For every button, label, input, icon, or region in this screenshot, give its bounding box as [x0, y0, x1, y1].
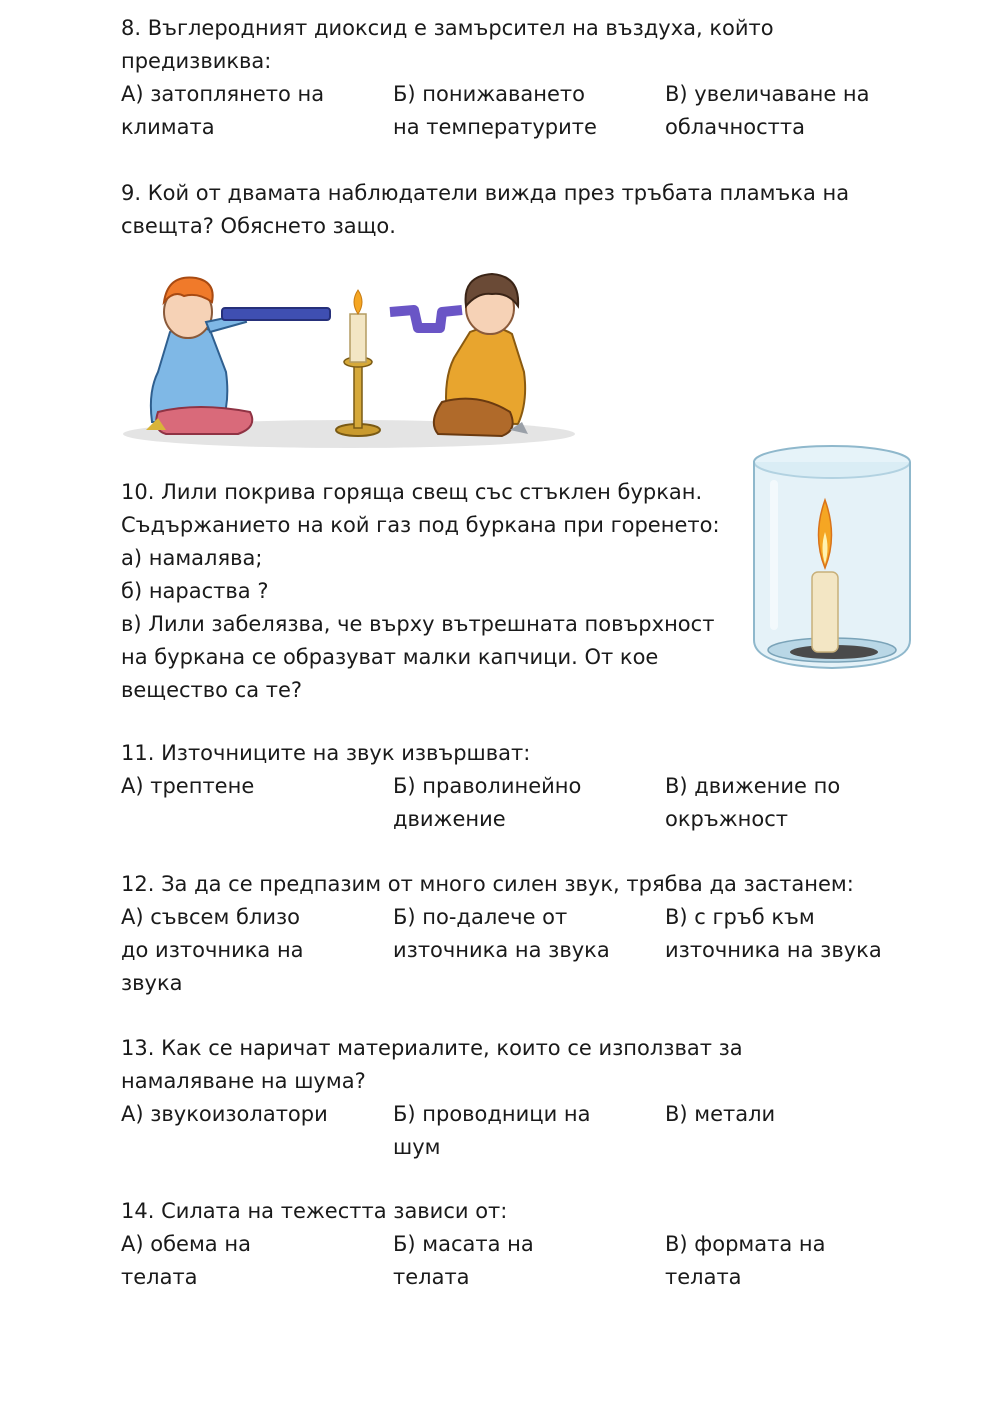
- question-11: [121, 737, 901, 836]
- question-14-text: 14. Силата на тежестта зависи от:: [121, 1199, 508, 1223]
- question-10-text: 10. Лили покрива горяща свещ със стъклен буркан. Съдържанието на кой газ под буркана при горенето:: [121, 480, 720, 537]
- question-13-text: 13. Как се наричат материалите, които се използват за намаляване на шума?: [121, 1036, 743, 1093]
- question-13-option-a[interactable]: А) звукоизолатори: [121, 1102, 328, 1126]
- question-11-option-a[interactable]: А) трептене: [121, 774, 255, 798]
- straight-tube: [222, 308, 330, 320]
- question-14-option-c[interactable]: В) формата на телата: [665, 1232, 826, 1289]
- candle: [336, 290, 380, 436]
- question-12-option-b[interactable]: Б) по-далече от източника на звука: [393, 905, 610, 962]
- question-11-text: 11. Източниците на звук извършват:: [121, 741, 531, 765]
- question-13: [121, 1032, 901, 1164]
- jar-candle: [812, 572, 838, 652]
- question-12: [121, 868, 901, 1000]
- question-9-text: 9. Кой от двамата наблюдатели вижда през тръбата пламъка на свещта? Обяснето защо.: [121, 181, 850, 238]
- question-8-text: 8. Въглеродният диоксид е замърсител на въздуха, който предизвиква:: [121, 16, 774, 73]
- question-12-text: 12. За да се предпазим от много силен звук, трябва да застанем:: [121, 872, 854, 896]
- question-8: [121, 12, 901, 144]
- question-14-option-b[interactable]: Б) масата на телата: [393, 1232, 534, 1289]
- question-12-option-a[interactable]: А) съвсем близо до източника на звука: [121, 905, 304, 995]
- question-8-option-c[interactable]: В) увеличаване на облачността: [665, 82, 870, 139]
- question-12-option-c[interactable]: В) с гръб към източника на звука: [665, 905, 882, 962]
- question-14: [121, 1195, 901, 1294]
- question-9: [121, 177, 901, 243]
- question-14-options: [121, 1228, 901, 1294]
- question-10-subitem-a: а) намалява;: [121, 546, 263, 570]
- question-11-options: [121, 770, 901, 836]
- tube-candle-illustration: [118, 262, 580, 454]
- question-10-subitem-c: в) Лили забелязва, че върху вътрешната повърхност на буркана се образуват малки капчици. От кое вещество са те?: [121, 612, 715, 702]
- question-13-options: [121, 1098, 901, 1164]
- question-13-option-c[interactable]: В) метали: [665, 1102, 776, 1126]
- jar-candle-illustration: [736, 440, 928, 688]
- left-observer-figure: [146, 278, 252, 435]
- right-observer-figure: [434, 274, 528, 436]
- question-11-option-c[interactable]: В) движение по окръжност: [665, 774, 841, 831]
- question-13-option-b[interactable]: Б) проводници на шум: [393, 1102, 591, 1159]
- question-8-options: [121, 78, 901, 144]
- question-12-options: [121, 901, 901, 1000]
- question-14-option-a[interactable]: А) обема на телата: [121, 1232, 251, 1289]
- question-8-option-a[interactable]: А) затоплянето на климата: [121, 82, 325, 139]
- question-11-option-b[interactable]: Б) праволинейно движение: [393, 774, 582, 831]
- bent-tube: [390, 310, 462, 328]
- question-8-option-b[interactable]: Б) понижаването на температурите: [393, 82, 597, 139]
- question-10-subitem-b: б) нараства ?: [121, 579, 269, 603]
